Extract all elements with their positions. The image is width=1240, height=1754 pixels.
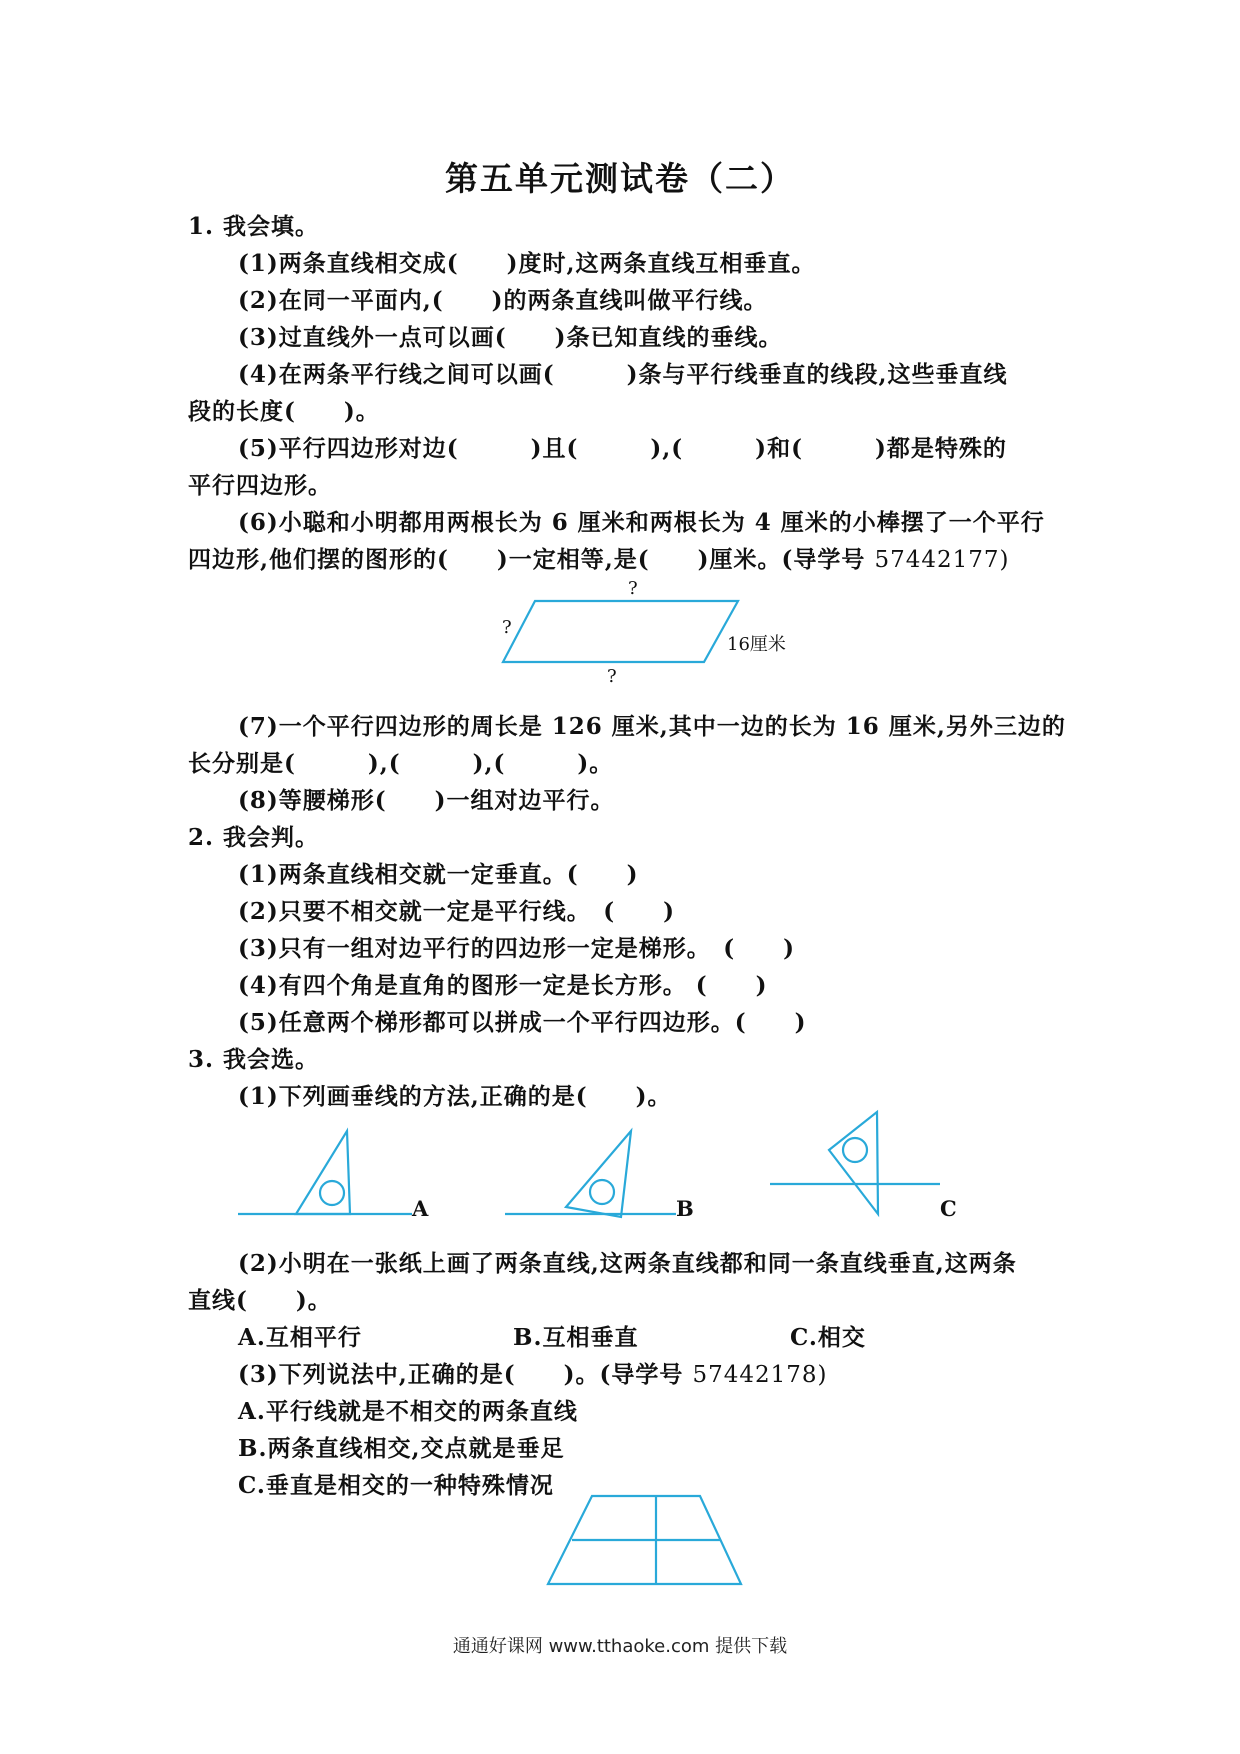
guide-number: 57442177) (874, 547, 1010, 573)
choice-question-2-line1: (2)小明在一张纸上画了两条直线,这两条直线都和同一条直线垂直,这两条 (238, 1250, 1017, 1277)
choice-3-option-a: A.平行线就是不相交的两条直线 (238, 1398, 578, 1425)
judge-item-5: (5)任意两个梯形都可以拼成一个平行四边形。( ) (238, 1009, 807, 1036)
choice-2-option-a: A.互相平行 (238, 1324, 362, 1351)
question-1-7-line1: (7)一个平行四边形的周长是 126 厘米,其中一边的长为 16 厘米,另外三边的 (238, 713, 1066, 740)
parallelogram-side-label: 16厘米 (727, 634, 786, 655)
question-1-2: (2)在同一平面内,( )的两条直线叫做平行线。 (238, 287, 768, 314)
option-label-c: C (940, 1196, 957, 1221)
choice-3-option-b: B.两条直线相交,交点就是垂足 (238, 1435, 565, 1462)
section-2-heading: 2. 我会判。 (188, 824, 320, 851)
choice-question-2-line2: 直线( )。 (188, 1287, 332, 1314)
question-1-4-line2: 段的长度( )。 (188, 398, 380, 425)
parallelogram-left-mark: ? (502, 617, 512, 638)
choice-2-option-c: C.相交 (790, 1324, 866, 1351)
choice-question-3-text: (3)下列说法中,正确的是( )。(导学号 (238, 1361, 693, 1388)
question-1-8: (8)等腰梯形( )一组对边平行。 (238, 787, 615, 814)
choice-3-option-c: C.垂直是相交的一种特殊情况 (238, 1472, 554, 1499)
section-1-heading: 1. 我会填。 (188, 213, 320, 240)
choice-question-1: (1)下列画垂线的方法,正确的是( )。 (238, 1083, 672, 1110)
question-1-4-line1: (4)在两条平行线之间可以画( )条与平行线垂直的线段,这些垂直线 (238, 361, 1008, 388)
judge-item-2: (2)只要不相交就一定是平行线。 ( ) (238, 898, 676, 925)
section-3-heading: 3. 我会选。 (188, 1046, 320, 1073)
question-1-6-line1: (6)小聪和小明都用两根长为 6 厘米和两根长为 4 厘米的小棒摆了一个平行 (238, 509, 1045, 536)
judge-item-3: (3)只有一组对边平行的四边形一定是梯形。 ( ) (238, 935, 796, 962)
option-label-b: B (676, 1196, 694, 1221)
page-title: 第五单元测试卷（二） (445, 159, 795, 198)
choice-2-option-b: B.互相垂直 (513, 1324, 639, 1351)
parallelogram-bottom-mark: ? (607, 666, 617, 687)
question-1-5-line2: 平行四边形。 (188, 472, 332, 499)
page-footer: 通通好课网 www.tthaoke.com 提供下载 (452, 1636, 788, 1657)
option-label-a: A (412, 1196, 429, 1221)
question-1-6-text: 四边形,他们摆的图形的( )一定相等,是( )厘米。(导学号 (188, 546, 875, 573)
judge-item-1: (1)两条直线相交就一定垂直。( ) (238, 861, 639, 888)
guide-number-2: 57442178) (692, 1362, 828, 1388)
question-1-7-line2: 长分别是( ),( ),( )。 (188, 750, 614, 777)
judge-item-4: (4)有四个角是直角的图形一定是长方形。 ( ) (238, 972, 768, 999)
question-1-5-line1: (5)平行四边形对边( )且( ),( )和( )都是特殊的 (238, 435, 1007, 462)
parallelogram-top-mark: ? (628, 578, 638, 599)
question-1-1: (1)两条直线相交成( )度时,这两条直线互相垂直。 (238, 250, 816, 277)
question-1-3: (3)过直线外一点可以画( )条已知直线的垂线。 (238, 324, 783, 351)
